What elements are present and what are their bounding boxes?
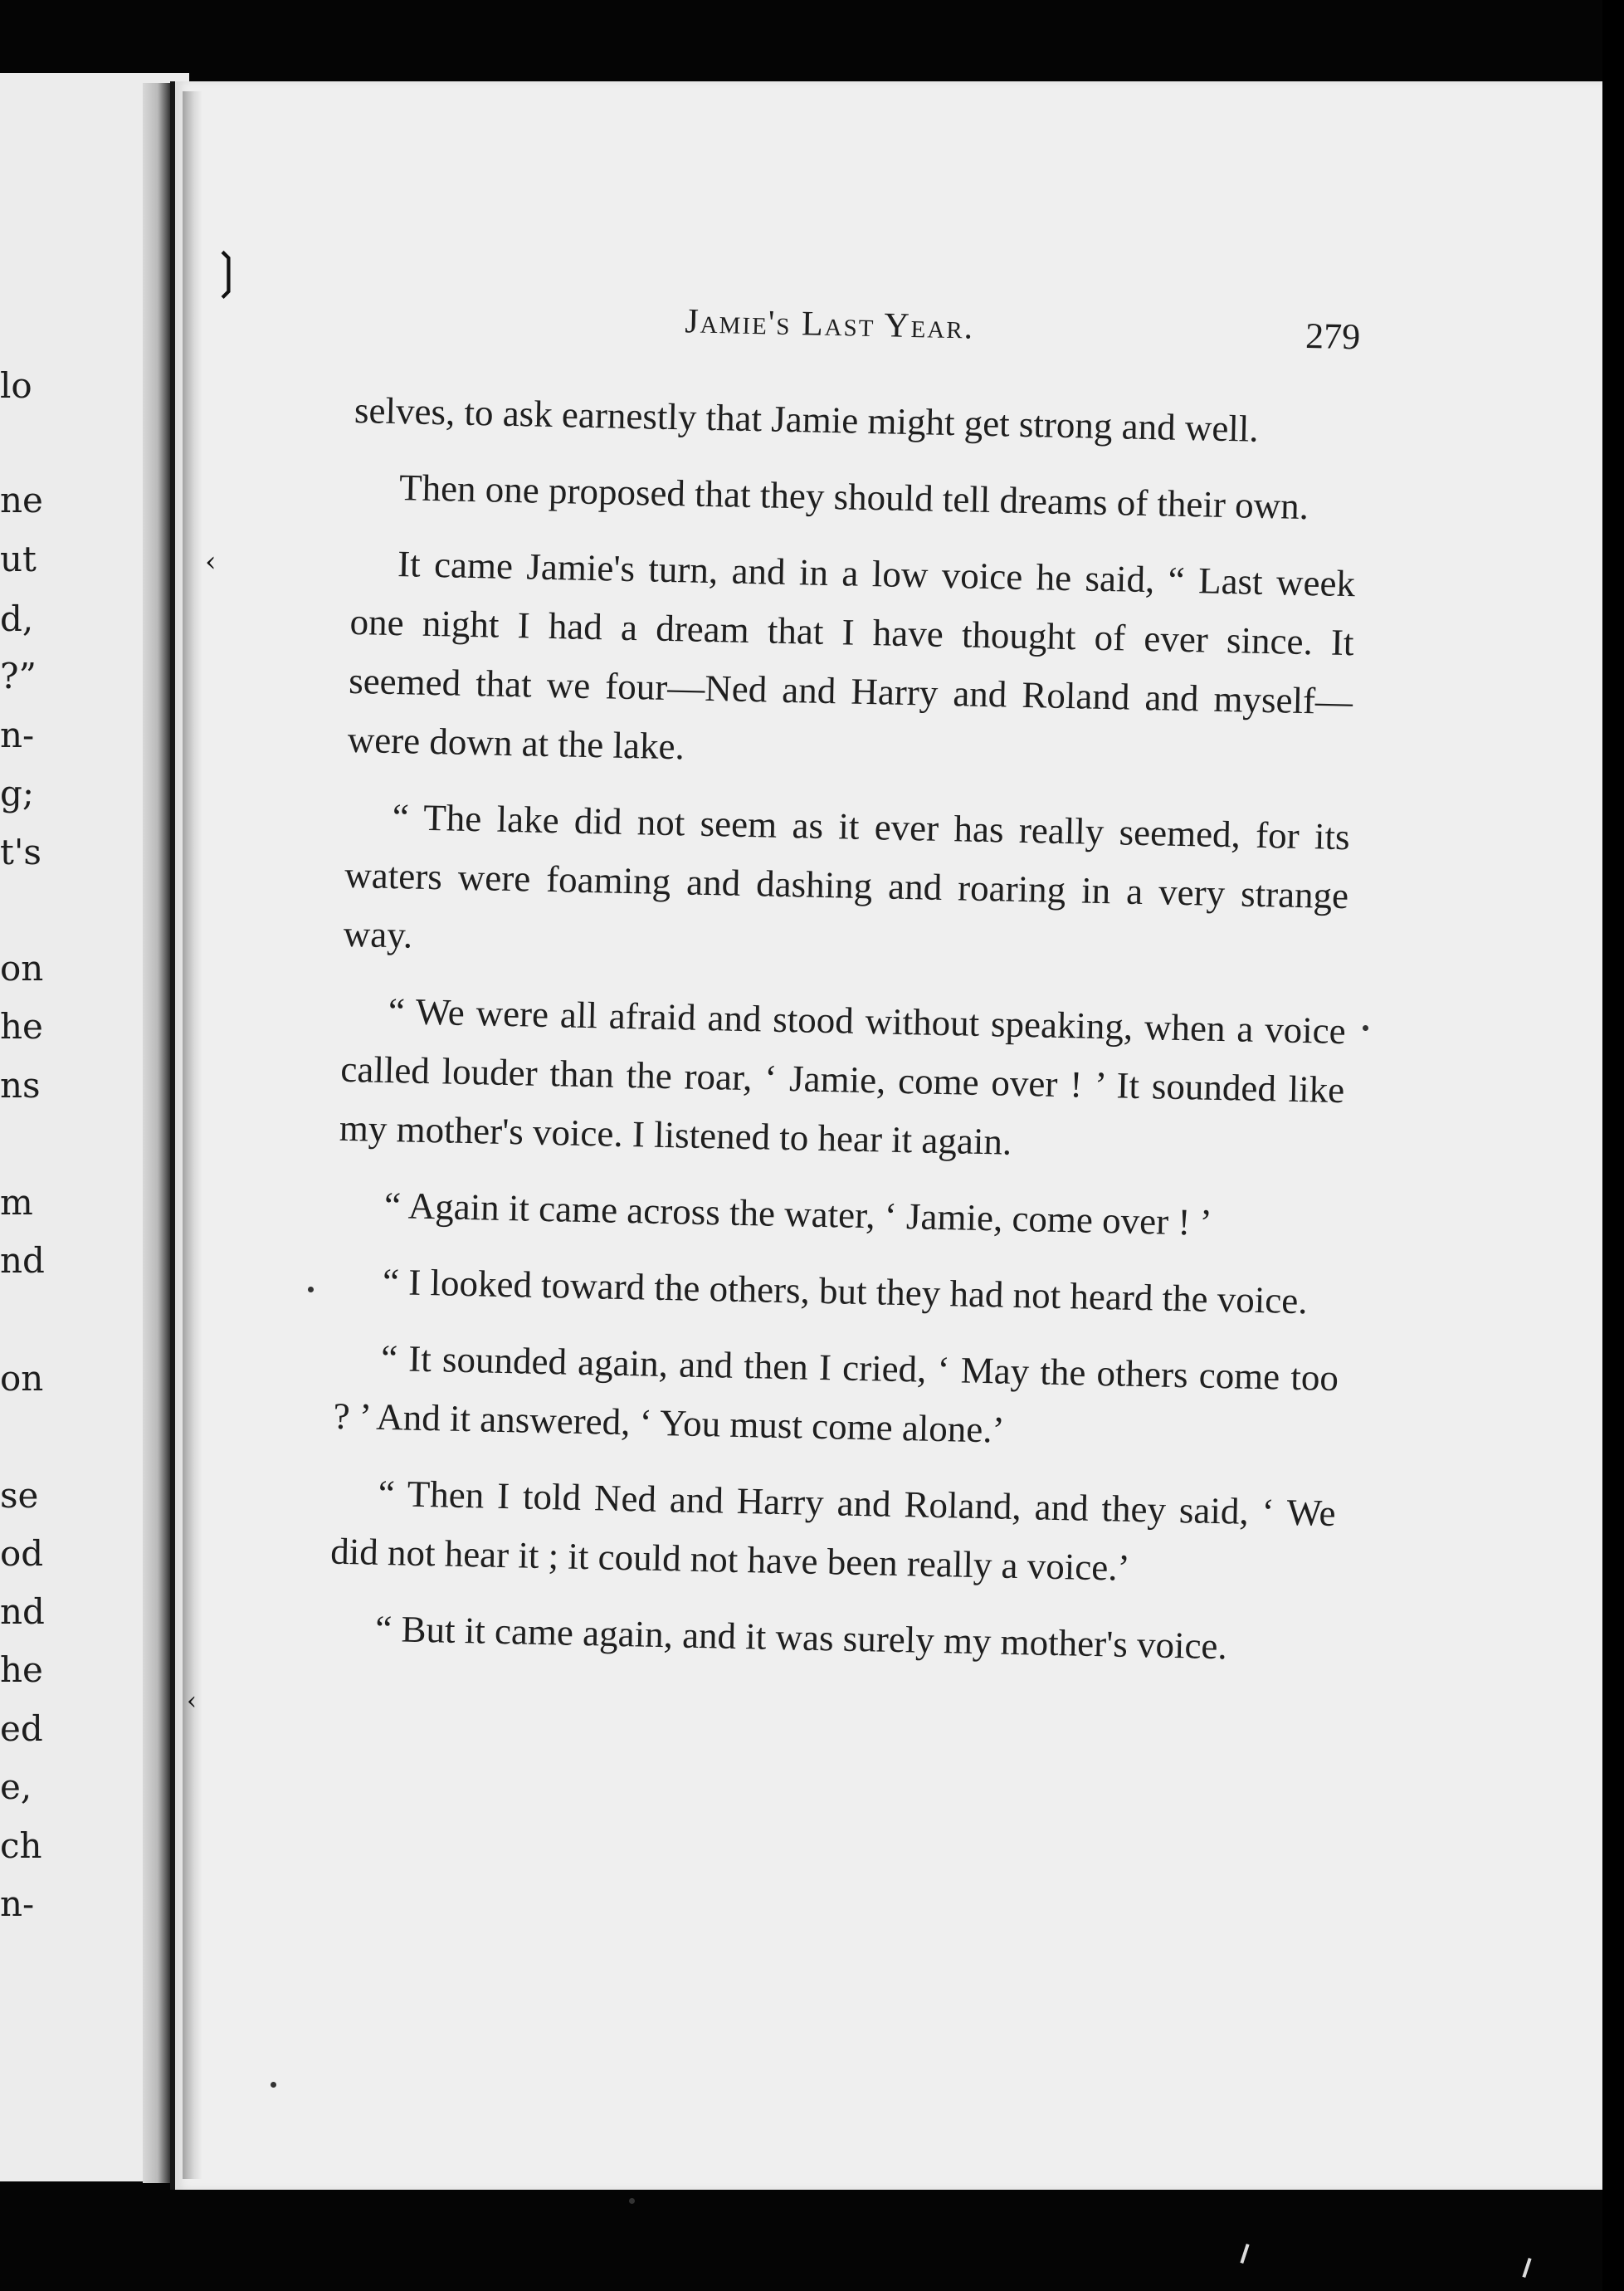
left-fragment: nd [0,1591,45,1632]
left-fragment: n- [0,715,35,755]
left-fragment: ?” [0,656,37,696]
left-fragment: ne [0,480,43,520]
paragraph: “ I looked toward the others, but they had not heard the voice. [382,1260,1309,1322]
book-body-text [329,381,1359,1678]
left-fragment: n- [0,1883,35,1924]
left-fragment: t's [0,832,41,872]
left-fragment: ns [0,1065,41,1106]
left-fragment: on [0,948,44,989]
left-fragment: od [0,1533,44,1574]
paragraph: It came Jamie's turn, and in a low voice he said, “ Last week one night I had a dream that I have thought of ever since. It seemed that we four—Ned and Harry and Roland and myself—were down at the lake. [347,543,1356,768]
page-content [328,295,1361,1696]
left-fragment: nd [0,1240,45,1281]
left-fragment: ed [0,1708,43,1749]
margin-mark: ❳ [207,242,247,299]
paragraph: “ But it came again, and it was surely my mother's voice. [374,1607,1228,1668]
paragraph: “ Again it came across the water, ‘ Jamie, come over ! ’ [383,1184,1213,1243]
page-gutter [183,91,202,2179]
left-fragment: on [0,1358,44,1399]
left-fragment: he [0,1649,43,1690]
left-fragment: g; [0,773,35,813]
ink-dot [271,2082,276,2088]
paragraph: “ Then I told Ned and Harry and Roland, and they said, ‘ We did not hear it ; it could not have been really a voice.’ [329,1472,1337,1589]
paragraph: selves, to ask earnestly that Jamie might get strong and well. [354,388,1260,450]
left-fragment: e, [0,1766,32,1807]
page-number: 279 [1305,315,1361,358]
scan-right-edge [1602,0,1624,2291]
left-fragment: se [0,1475,39,1516]
ink-dot [1363,1025,1368,1031]
left-fragment: ch [0,1825,42,1866]
scan-speck [1240,2244,1249,2264]
left-fragment: m [0,1182,33,1223]
paragraph: “ It sounded again, and then I cried, ‘ May the others come too ? ’ And it answered, ‘ You must come alone.’ [333,1336,1339,1451]
left-fragment: d, [0,598,34,639]
left-fragment: he [0,1006,43,1047]
paragraph: Then one proposed that they should tell dreams of their own. [398,467,1309,528]
paragraph: “ The lake did not seem as it ever has really seemed, for its waters were foaming and dashing and roaring in a very strange way. [343,796,1351,956]
margin-mark: ‹ [205,545,217,579]
paragraph: “ We were all afraid and stood without speaking, when a voice called louder than the roar, ‘ Jamie, come over ! ’ It sounded like my mother's voice. I listened to hear it again. [339,989,1347,1163]
ink-dot [629,2198,635,2204]
scan-speck [1522,2258,1531,2278]
left-fragment: ut [0,539,37,579]
margin-mark: ‹ [187,1687,197,1716]
ink-dot [308,1287,314,1292]
running-title: Jamie's Last Year. [684,302,975,347]
left-fragment: lo [0,365,32,406]
